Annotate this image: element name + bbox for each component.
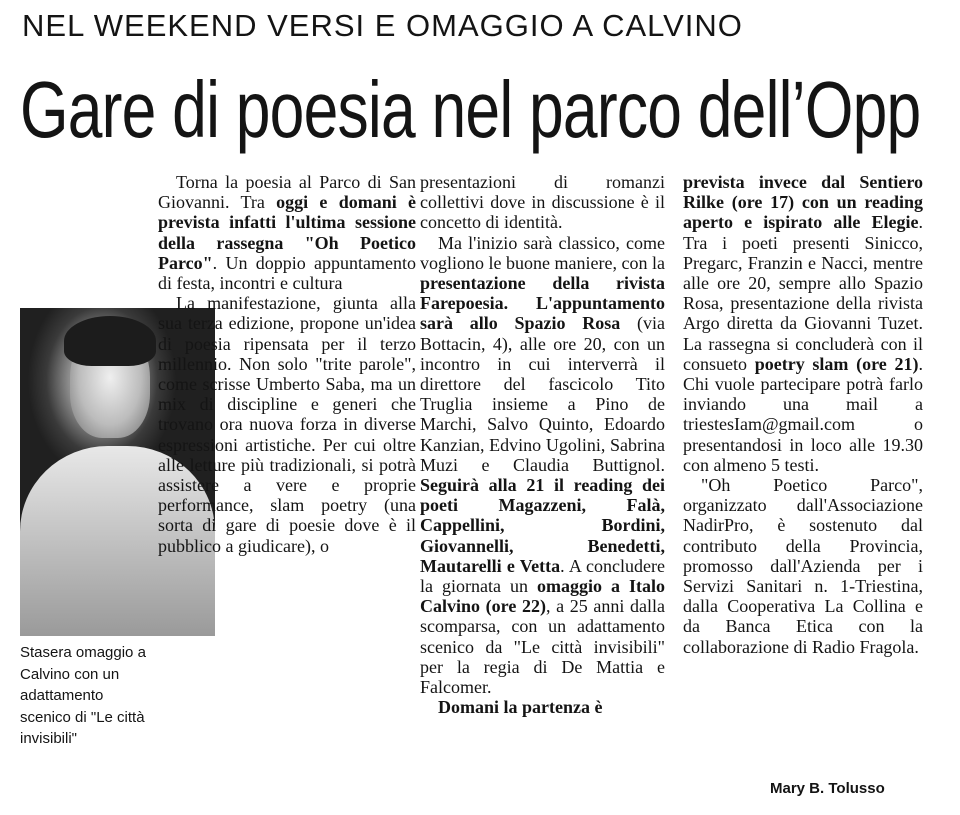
kicker: NEL WEEKEND VERSI E OMAGGIO A CALVINO (22, 8, 743, 43)
byline: Mary B. Tolusso (770, 780, 885, 797)
col3-text: . Tra i poeti presenti Sinicco, Pregarc, Franzin e Nacci, mentre alle ore 20, sempre allo Spazio Rosa, presentazione della rivista Argo diretta da Giovanni Tuzet. La rassegna si concluderà con il consueto (683, 212, 923, 374)
col1-paragraph-2: La manifestazione, giunta alla sua terza edizione, propone un'idea di poesia ripensata per il terzo millennio. Non solo "trite parole", come scrisse Umberto Saba, ma un mix di discipline e generi che trovano ora nuova forza in diverse espressioni artistiche. Per cui oltre alle letture più tradizionali, si potrà assistere a vere e proprie performance, slam poetry (una sorta di gare di poesie dove è il pubblico a giudicare), o (158, 293, 416, 556)
col2-text: . A concludere la giornata un (420, 555, 666, 597)
col2-bold-text: Seguirà alla 21 il reading dei poeti Magazzeni, Falà, Cappellini, Bordini, Giovannelli, Benedetti, Mautarelli e Vetta (420, 475, 665, 576)
col2-text: Ma l'inizio sarà classico, come vogliono le buone maniere, con la (420, 232, 665, 273)
column-3 (683, 172, 923, 657)
col3-text: . Chi vuole partecipare potrà farlo inviando una mail a triestesIam@gmail.com o presentandosi in loco alle 19.30 con almeno 5 testi. (683, 353, 924, 475)
photo-figure-hair (64, 316, 156, 366)
col2-text: (via Bottacin, 4), alle ore 20, con un incontro in cui interverrà il direttore del fascicolo Tito Truglia insieme a Pino de Marchi, Salvo Quinto, Edoardo Kanzian, Edvino Ugolini, Sabrina Muzi e Claudia Buttignol. (420, 313, 665, 475)
col3-bold-text: poetry slam (ore 21) (754, 353, 919, 374)
col2-paragraph-2 (420, 233, 665, 698)
col1-bold-text: oggi e domani è prevista infatti l'ultima sessione della rassegna "Oh Poetico Parco" (158, 192, 416, 273)
col3-paragraph-1 (683, 172, 923, 475)
col3-bold-text: prevista invece dal Sentiero Rilke (ore 17) con un reading aperto e ispirato alle Elegie (683, 172, 923, 233)
col1-text: Torna la poesia al Parco di San Giovanni. Tra (158, 172, 416, 213)
column-1 (158, 172, 416, 556)
col2-bold-text: omaggio a Italo Calvino (ore 22) (420, 576, 666, 617)
photo-caption: Stasera omaggio a Calvino con un adattamento scenico di "Le città invisibili" (20, 644, 146, 747)
col2-text: , a 25 anni dalla scomparsa, con un adattamento scenico da "Le città invisibili" per la regia di De Mattia e Falcomer. (420, 596, 665, 698)
col2-bold-text: presentazione della rivista Farepoesia. L'appuntamento sarà allo Spazio Rosa (420, 273, 665, 334)
col3-paragraph-2: "Oh Poetico Parco", organizzato dall'Associazione NadirPro, è sostenuto dal contributo della Provincia, promosso dall'Azienda per i Servizi Sanitari n. 1-Triestina, dalla Cooperativa La Collina e da Banca Etica con la collaborazione di Radio Fragola. (683, 475, 923, 657)
column-2 (420, 172, 665, 717)
col2-paragraph-3 (420, 697, 665, 717)
col1-text: . Un doppio appuntamento di festa, incontri e cultura (158, 252, 416, 294)
col2-bold-text: Domani la partenza è (438, 697, 603, 718)
col2-paragraph-1: presentazioni di romanzi collettivi dove in discussione è il concetto di identità. (420, 172, 665, 233)
headline: Gare di poesia nel parco dell’Opp (20, 65, 921, 154)
col1-paragraph-1 (158, 172, 416, 293)
